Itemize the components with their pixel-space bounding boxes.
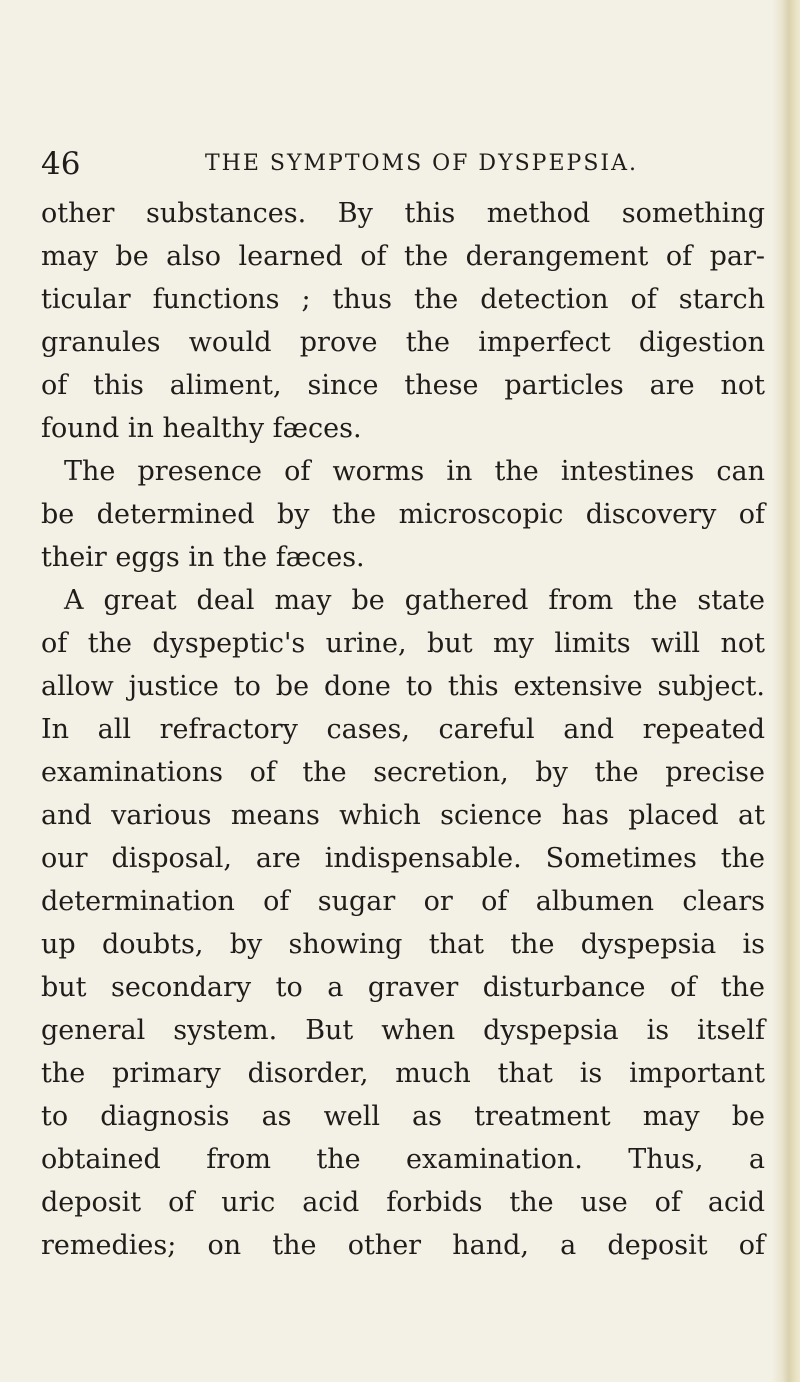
text-line: the primary disorder, much that is important	[41, 1058, 765, 1089]
text-line: A great deal may be gathered from the state	[64, 585, 765, 616]
text-line: allow justice to be done to this extensive subject.	[41, 671, 765, 702]
text-line: remedies; on the other hand, a deposit of	[41, 1230, 765, 1261]
page-number: 46	[41, 146, 81, 182]
running-title: THE SYMPTOMS OF DYSPEPSIA.	[205, 151, 638, 176]
body-text	[41, 192, 765, 1267]
text-line: found in healthy fæces.	[41, 413, 362, 444]
text-line: our disposal, are indispensable. Sometimes the	[41, 843, 765, 874]
text-line: of this aliment, since these particles are not	[41, 370, 765, 401]
text-line: other substances. By this method something	[41, 198, 765, 229]
text-line: but secondary to a graver disturbance of the	[41, 972, 765, 1003]
text-line: ticular functions ; thus the detection of starch	[41, 284, 765, 315]
text-line: up doubts, by showing that the dyspepsia is	[41, 929, 765, 960]
text-line: deposit of uric acid forbids the use of acid	[41, 1187, 765, 1218]
running-head	[41, 146, 741, 182]
text-line: In all refractory cases, careful and repeated	[41, 714, 765, 745]
text-line: granules would prove the imperfect digestion	[41, 327, 765, 358]
text-line: examinations of the secretion, by the precise	[41, 757, 765, 788]
text-line: obtained from the examination. Thus, a	[41, 1144, 765, 1175]
text-line: their eggs in the fæces.	[41, 542, 365, 573]
text-line: determination of sugar or of albumen clears	[41, 886, 765, 917]
text-line: of the dyspeptic's urine, but my limits will not	[41, 628, 765, 659]
text-line: be determined by the microscopic discovery of	[41, 499, 765, 530]
page-edge-shadow	[772, 0, 800, 1382]
text-line: may be also learned of the derangement of par-	[41, 241, 765, 272]
text-line: The presence of worms in the intestines can	[64, 456, 765, 487]
text-line: general system. But when dyspepsia is itself	[41, 1015, 765, 1046]
text-line: to diagnosis as well as treatment may be	[41, 1101, 765, 1132]
text-line: and various means which science has placed at	[41, 800, 765, 831]
